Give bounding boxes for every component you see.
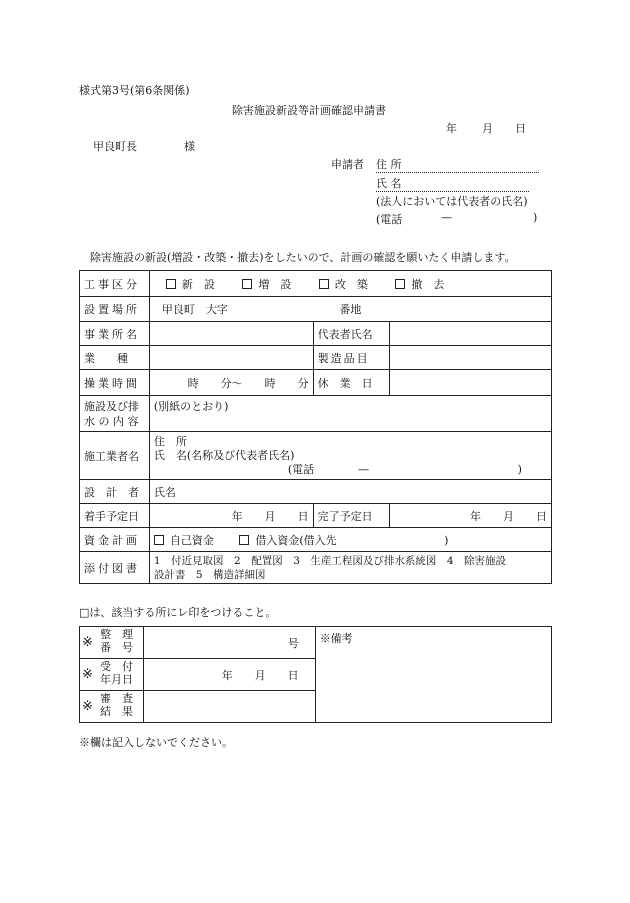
address-label: 住 所 bbox=[376, 158, 402, 171]
form-number: 様式第3号(第6条関係) bbox=[79, 84, 190, 97]
row-work-type bbox=[80, 271, 552, 297]
name-label: 氏 名 bbox=[376, 177, 402, 190]
finish-label: 完了予定日 bbox=[313, 504, 389, 528]
remarks-field[interactable] bbox=[315, 627, 551, 723]
attach-field bbox=[149, 552, 551, 584]
location-label: 設置場所 bbox=[80, 297, 150, 322]
row-hours bbox=[80, 370, 552, 396]
row-office bbox=[80, 322, 552, 346]
row-schedule bbox=[80, 504, 552, 528]
office-field[interactable] bbox=[149, 322, 313, 346]
applicant-phone-open: (電話 bbox=[376, 213, 403, 226]
industry-label: 業 種 bbox=[80, 346, 150, 370]
industry-field[interactable] bbox=[149, 346, 313, 370]
applicant-name-row bbox=[376, 175, 529, 192]
office-use-table bbox=[79, 626, 552, 723]
contractor-field[interactable] bbox=[149, 432, 551, 480]
applicant-phone-close: ) bbox=[533, 211, 538, 224]
seiri-label: ※ 整 理 番 号 bbox=[80, 627, 144, 659]
office-label: 事業所名 bbox=[80, 322, 150, 346]
date-year: 年 bbox=[446, 122, 457, 135]
funding-close: ) bbox=[444, 533, 449, 547]
checkbox-note: □は、該当する所にレ印をつけること。 bbox=[79, 606, 277, 619]
contractor-phone-row bbox=[154, 463, 547, 477]
location-field[interactable] bbox=[149, 297, 551, 322]
addressee: 甲良町長 bbox=[93, 140, 137, 153]
remarks-label: ※備考 bbox=[319, 632, 353, 645]
attach-label: 添付図書 bbox=[80, 552, 150, 584]
finish-field[interactable]: 年 月 日 bbox=[389, 504, 552, 528]
applicant-address-row bbox=[376, 156, 539, 173]
checkbox-loan-funds[interactable]: 借入資金(借入先 bbox=[239, 534, 336, 547]
row-contractor bbox=[80, 432, 552, 480]
attach-line-2: 設計書 5 構造詳細図 bbox=[153, 568, 266, 581]
funding-label: 資金計画 bbox=[80, 528, 150, 552]
date-month: 月 bbox=[482, 122, 493, 135]
honorific: 様 bbox=[184, 140, 195, 153]
row-funding bbox=[80, 528, 552, 552]
contractor-name: 氏 名(名称及び代表者氏名) bbox=[153, 448, 295, 462]
start-label: 着手予定日 bbox=[80, 504, 150, 528]
checkbox-expand[interactable]: 増 設 bbox=[242, 278, 291, 291]
designer-field[interactable]: 氏名 bbox=[149, 480, 551, 504]
footer-note: ※欄は記入しないでください。 bbox=[79, 736, 233, 749]
designer-label: 設 計 者 bbox=[80, 480, 150, 504]
applicant-address-field[interactable] bbox=[376, 156, 539, 173]
hours-label: 操業時間 bbox=[80, 370, 150, 396]
contractor-label: 施工業者名 bbox=[80, 432, 150, 480]
row-facility bbox=[80, 396, 552, 432]
row-seiri bbox=[80, 627, 552, 659]
start-field[interactable]: 年 月 日 bbox=[149, 504, 313, 528]
applicant-phone-dash: — bbox=[441, 211, 452, 224]
contractor-phone-close: ) bbox=[517, 462, 522, 476]
rep-field[interactable] bbox=[389, 322, 552, 346]
checkbox-remove[interactable]: 撤 去 bbox=[395, 278, 444, 291]
application-table bbox=[79, 270, 552, 584]
seiri-field[interactable]: 号 bbox=[143, 627, 315, 659]
checkbox-own-funds[interactable]: 自己資金 bbox=[154, 534, 214, 547]
work-type-label: 工事区分 bbox=[80, 271, 150, 297]
holiday-field[interactable] bbox=[389, 370, 552, 396]
row-attachments bbox=[80, 552, 552, 584]
hours-field[interactable]: 時 分～ 時 分 bbox=[149, 370, 313, 396]
checkbox-rebuild[interactable]: 改 築 bbox=[319, 278, 368, 291]
contractor-address: 住 所 bbox=[153, 434, 187, 448]
row-location bbox=[80, 297, 552, 322]
contractor-phone: (電話 — bbox=[287, 462, 370, 476]
product-label: 製造品目 bbox=[313, 346, 389, 370]
rep-label: 代表者氏名 bbox=[313, 322, 389, 346]
checkbox-new[interactable]: 新 設 bbox=[166, 278, 215, 291]
form-title: 除害施設新設等計画確認申請書 bbox=[232, 104, 386, 117]
facility-label: 施設及び排 水 の 内 容 bbox=[80, 396, 150, 432]
attach-line-1: 1 付近見取図 2 配置図 3 生産工程図及び排水系統図 4 除害施設 bbox=[153, 554, 507, 567]
shinsa-label: ※ 審 査 結 果 bbox=[80, 691, 144, 723]
facility-value: (別紙のとおり) bbox=[153, 400, 229, 413]
row-designer bbox=[80, 480, 552, 504]
work-type-options bbox=[149, 271, 551, 297]
product-field[interactable] bbox=[389, 346, 552, 370]
corp-note: (法人においては代表者の氏名) bbox=[376, 195, 528, 208]
holiday-label: 休 業 日 bbox=[313, 370, 389, 396]
uketsuke-field[interactable]: 年 月 日 bbox=[143, 659, 315, 691]
uketsuke-label: ※ 受 付 年月日 bbox=[80, 659, 144, 691]
applicant-name-field[interactable] bbox=[376, 175, 529, 192]
funding-field bbox=[149, 528, 551, 552]
date-day: 日 bbox=[515, 122, 526, 135]
facility-field[interactable] bbox=[149, 396, 551, 432]
applicant-label: 申請者 bbox=[331, 158, 364, 171]
shinsa-field[interactable] bbox=[143, 691, 315, 723]
location-banchi: 番地 bbox=[339, 303, 362, 316]
intro-text: 除害施設の新設(増設・改築・撤去)をしたいので、計画の確認を願いたく申請します。 bbox=[90, 251, 516, 264]
location-town: 甲良町 大字 bbox=[161, 303, 228, 316]
row-industry bbox=[80, 346, 552, 370]
